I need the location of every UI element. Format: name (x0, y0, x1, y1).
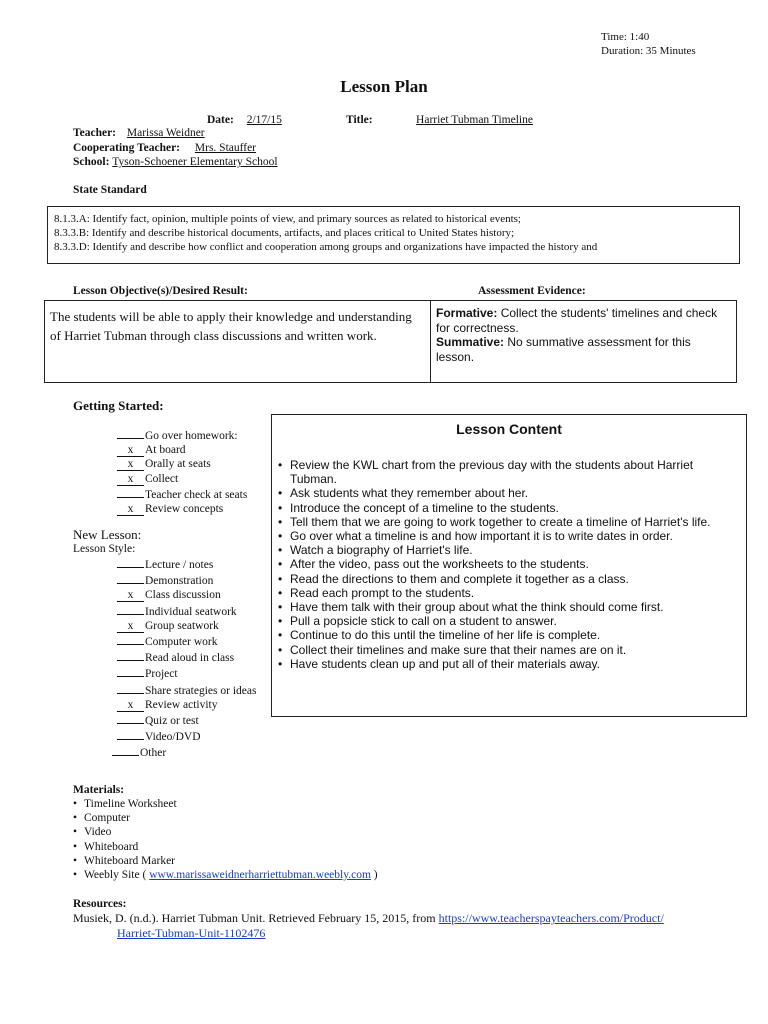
checklist-item: x Review concepts (117, 502, 247, 516)
list-item: • Review the KWL chart from the previous day with the students about Harriet Tubman. (278, 458, 742, 486)
list-item: • Whiteboard Marker (73, 854, 378, 868)
list-item: • Collect their timelines and make sure that their names are on it. (278, 643, 742, 657)
standard-item: 8.1.3.A: Identify fact, opinion, multiple points of view, and primary sources as related to historical events; (54, 213, 521, 225)
lesson-style-label: Lesson Style: (73, 543, 136, 555)
checklist-item: Go over homework: (117, 427, 247, 443)
list-item: • Pull a popsicle stick to call on a student to answer. (278, 614, 742, 628)
page-title: Lesson Plan (340, 77, 428, 96)
checklist-item: Project (117, 665, 256, 681)
checklist-item: Demonstration (117, 572, 256, 588)
checkbox-blank[interactable] (117, 556, 144, 568)
cooperating-teacher-value: Mrs. Stauffer (194, 142, 257, 154)
checkbox-blank[interactable] (117, 665, 144, 677)
checklist-item: Share strategies or ideas (117, 682, 256, 698)
state-standard-box (47, 206, 740, 264)
checkbox-blank[interactable] (117, 486, 144, 498)
summative-text: No summative assessment for this lesson. (436, 335, 691, 364)
resource-link[interactable]: https://www.teacherspayteachers.com/Product/ (438, 911, 664, 925)
checklist-item: x Collect (117, 472, 247, 486)
standard-item: 8.3.3.B: Identify and describe historical documents, artifacts, and places critical to United States history; (54, 227, 515, 239)
teacher-value: Marissa Weidner (126, 127, 205, 139)
getting-started-list (117, 427, 247, 516)
list-item: • Video (73, 825, 378, 839)
list-item: • Continue to do this until the timeline of her life is complete. (278, 628, 742, 642)
time-text: Time: 1:40 (601, 31, 650, 43)
checklist-item: Video/DVD (117, 728, 256, 744)
checkbox-blank[interactable]: x (117, 700, 144, 712)
objective-cell: The students will be able to apply their knowledge and understanding of Harriet Tubman through class discussions and written work. (45, 301, 431, 382)
resources-heading: Resources: (73, 898, 127, 910)
formative-text: Collect the students' timelines and check for correctness. (436, 306, 718, 335)
checkbox-blank[interactable]: x (117, 459, 144, 471)
resources-citation (73, 911, 664, 941)
checklist-item: Read aloud in class (117, 649, 256, 665)
checklist-item: Quiz or test (117, 712, 256, 728)
standard-item: 8.3.3.D: Identify and describe how conflict and cooperation among groups and organizations have impacted the history and (54, 241, 598, 253)
checklist-item: Individual seatwork (117, 603, 256, 619)
resource-link-continued[interactable]: Harriet-Tubman-Unit-1102476 (117, 926, 266, 940)
objective-heading: Lesson Objective(s)/Desired Result: (73, 285, 248, 297)
materials-heading: Materials: (73, 784, 125, 796)
state-standard-heading: State Standard (73, 184, 147, 196)
date-value: 2/17/15 (246, 114, 282, 126)
teacher-field (73, 126, 257, 140)
list-item: • Read each prompt to the students. (278, 586, 742, 600)
date-label: Date: (207, 114, 234, 126)
checklist-item: x Review activity (117, 698, 256, 712)
title-value: Harriet Tubman Timeline (416, 114, 533, 126)
checkbox-blank[interactable] (117, 633, 144, 645)
assessment-heading: Assessment Evidence: (478, 285, 586, 297)
list-item: • Go over what a timeline is and how important it is to write dates in order. (278, 529, 742, 543)
list-item: • After the video, pass out the worksheets to the students. (278, 557, 742, 571)
checkbox-blank[interactable]: x (117, 445, 144, 457)
lesson-content-list (278, 458, 742, 671)
checkbox-blank[interactable]: x (117, 621, 144, 633)
citation-text: Musiek, D. (n.d.). Harriet Tubman Unit. Retrieved February 15, 2015, from (73, 911, 436, 925)
checkbox-blank[interactable] (117, 649, 144, 661)
list-item: • Timeline Worksheet (73, 797, 378, 811)
summative-label: Summative: (436, 335, 505, 349)
teacher-label: Teacher: (73, 127, 117, 139)
school-field (73, 155, 312, 169)
formative-label: Formative: (436, 306, 498, 320)
getting-started-heading: Getting Started: (73, 398, 164, 413)
title-field (346, 113, 570, 127)
checklist-item: Computer work (117, 633, 256, 649)
checkbox-blank[interactable] (117, 427, 144, 439)
checklist-item: x Class discussion (117, 588, 256, 602)
list-item: • Computer (73, 811, 378, 825)
list-item: • Watch a biography of Harriet's life. (278, 543, 742, 557)
list-item: • Ask students what they remember about her. (278, 486, 742, 500)
duration-text: Duration: 35 Minutes (601, 45, 696, 57)
checklist-item: Other (112, 744, 256, 760)
date-field (207, 113, 311, 127)
materials-list (73, 797, 378, 882)
checklist-item: x Orally at seats (117, 457, 247, 471)
list-item: • Weebly Site ( www.marissaweidnerharriettubman.weebly.com ) (73, 868, 378, 882)
checkbox-blank[interactable] (117, 712, 144, 724)
time-duration-block (601, 30, 696, 58)
checklist-item: x Group seatwork (117, 619, 256, 633)
assessment-cell (431, 301, 736, 382)
checkbox-blank[interactable] (117, 682, 144, 694)
list-item: • Have students clean up and put all of their materials away. (278, 657, 742, 671)
checkbox-blank[interactable] (112, 744, 139, 756)
list-item: • Introduce the concept of a timeline to the students. (278, 501, 742, 515)
checkbox-blank[interactable] (117, 728, 144, 740)
checkbox-blank[interactable] (117, 603, 144, 615)
cooperating-teacher-label: Cooperating Teacher: (73, 142, 181, 154)
objective-assessment-table (44, 300, 737, 383)
checkbox-blank[interactable]: x (117, 504, 144, 516)
cooperating-teacher-field (73, 141, 285, 155)
title-label: Title: (346, 114, 373, 126)
list-item: • Have them talk with their group about what the think should come first. (278, 600, 742, 614)
checkbox-blank[interactable]: x (117, 474, 144, 486)
school-label: School: (73, 156, 110, 168)
checkbox-blank[interactable] (117, 572, 144, 584)
checklist-item: x At board (117, 443, 247, 457)
list-item: • Tell them that we are going to work together to create a timeline of Harriet's life. (278, 515, 742, 529)
list-item: • Whiteboard (73, 840, 378, 854)
lesson-content-heading: Lesson Content (456, 421, 562, 437)
new-lesson-heading: New Lesson: (73, 527, 142, 542)
list-item: • Read the directions to them and complete it together as a class. (278, 572, 742, 586)
checkbox-blank[interactable]: x (117, 590, 144, 602)
lesson-content-box (271, 414, 747, 717)
checklist-item: Teacher check at seats (117, 486, 247, 502)
checklist-item: Lecture / notes (117, 556, 256, 572)
lesson-style-list (117, 556, 256, 761)
weebly-site-link[interactable]: www.marissaweidnerharriettubman.weebly.com (149, 869, 371, 882)
school-value: Tyson-Schoener Elementary School (112, 156, 278, 168)
